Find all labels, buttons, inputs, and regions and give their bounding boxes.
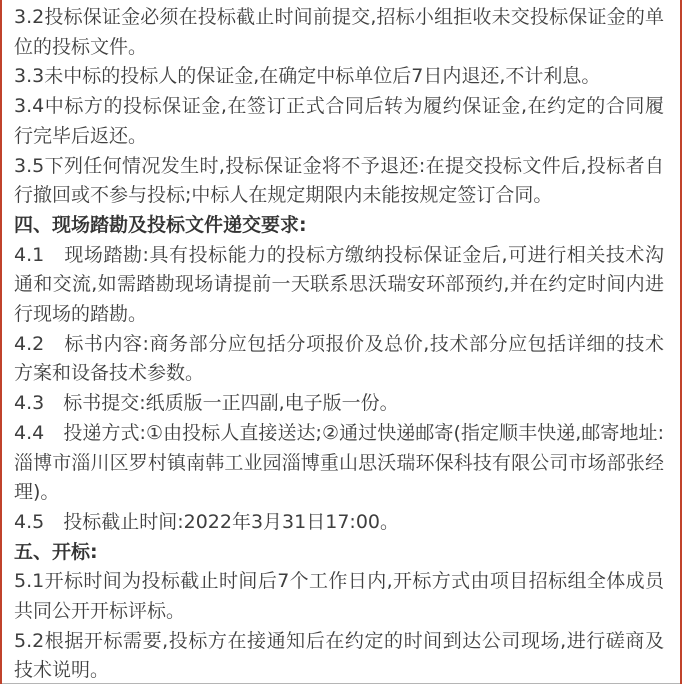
clause-4-3: 4.3 标书提交:纸质版一正四副,电子版一份。 — [14, 392, 399, 415]
section-heading-bid-opening: 五、开标: — [14, 540, 98, 563]
section-heading-site-survey: 四、现场踏勘及投标文件递交要求: — [14, 213, 307, 236]
clause-5-2: 5.2根据开标需要,投标方在接通知后在约定的时间到达公司现场,进行磋商及技术说明。 — [14, 629, 664, 682]
clause-4-2: 4.2 标书内容:商务部分应包括分项报价及总价,技术部分应包括详细的技术方案和设备技术参数。 — [14, 332, 664, 385]
clause-3-5: 3.5下列任何情况发生时,投标保证金将不予退还:在提交投标文件后,投标者自行撤回或不参与投标;中标人在规定期限内未能按规定签订合同。 — [14, 154, 664, 207]
clause-5-1: 5.1开标时间为投标截止时间后7个工作日内,开标方式由项目招标组全体成员共同公开开标评标。 — [14, 570, 664, 623]
clause-4-1: 4.1 现场踏勘:具有投标能力的投标方缴纳投标保证金后,可进行相关技术沟通和交流,如需踏勘现场请提前一天联系思沃瑞安环部预约,并在约定时间内进行现场的踏勘。 — [14, 243, 664, 326]
clause-3-3: 3.3未中标的投标人的保证金,在确定中标单位后7日内退还,不计利息。 — [14, 65, 601, 88]
clause-3-2: 3.2投标保证金必须在投标截止时间前提交,招标小组拒收未交投标保证金的单位的投标文件。 — [14, 6, 664, 58]
clause-3-4: 3.4中标方的投标保证金,在签订正式合同后转为履约保证金,在约定的合同履行完毕后返还。 — [14, 95, 664, 147]
clause-4-5: 4.5 投标截止时间:2022年3月31日17:00。 — [14, 510, 399, 533]
clause-4-4: 4.4 投递方式:①由投标人直接送达;②通过快递邮寄(指定顺丰快递,邮寄地址:淄博市淄川区罗村镇南韩工业园淄博重山思沃瑞环保科技有限公司市场部张经理)。 — [14, 421, 664, 504]
